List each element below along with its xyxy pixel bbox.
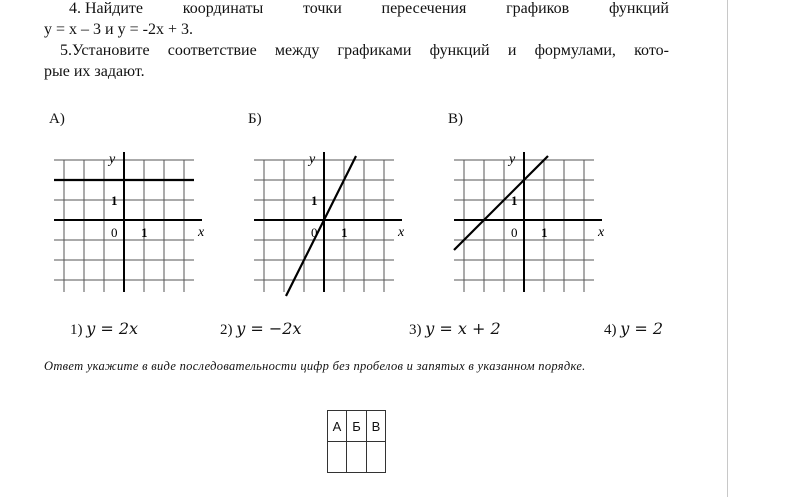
origin-label: 0 (311, 225, 318, 240)
option-4 (604, 320, 663, 339)
answer-cell-v[interactable] (367, 442, 386, 473)
answer-table-input-row (328, 442, 386, 473)
option-formula: y = x + 2 (425, 319, 501, 338)
answer-instruction: Ответ укажите в виде последовательности цифр без пробелов и запятых в указанном порядке. (44, 359, 586, 373)
graph-v (440, 125, 618, 300)
function-graph-line (454, 156, 548, 250)
task4-word: пересечения (381, 0, 467, 17)
task5-word: между (274, 42, 320, 59)
task4-word: графиков (506, 0, 570, 17)
y-axis-label: y (309, 152, 316, 167)
answer-header-v: В (367, 411, 386, 442)
x-axis-label: x (598, 225, 605, 240)
task5-word: и (507, 42, 517, 59)
y-axis-label: y (509, 152, 516, 167)
y-unit-label: 1 (311, 193, 318, 208)
x-unit-label: 1 (141, 225, 148, 240)
axes (254, 152, 402, 292)
task4-word: функций (608, 0, 669, 17)
task4-line2: y = x – 3 и y = -2x + 3. (44, 21, 193, 38)
option-formula: y = 2 (620, 319, 664, 338)
option-number: 1) (70, 322, 83, 338)
option-1 (70, 320, 138, 339)
option-2 (220, 320, 301, 339)
task5-line1 (44, 42, 669, 60)
y-unit-label: 1 (511, 193, 518, 208)
task5-word: соответствие (167, 42, 257, 59)
answer-cell-b[interactable] (347, 442, 367, 473)
origin-label: 0 (111, 225, 118, 240)
task4-word: координаты (182, 0, 264, 17)
editor-margin (728, 0, 792, 497)
option-3 (409, 320, 501, 339)
task5-word: функций (429, 42, 490, 59)
task4-word: точки (303, 0, 342, 17)
option-number: 3) (409, 322, 422, 338)
graph-a-label: А) (49, 111, 65, 127)
x-unit-label: 1 (341, 225, 348, 240)
task4-line1 (44, 0, 669, 18)
axes (54, 152, 202, 292)
task5-word: графиками (337, 42, 412, 59)
answer-header-a: А (328, 411, 347, 442)
option-number: 4) (604, 322, 617, 338)
task5-word: кото- (634, 42, 669, 59)
origin-label: 0 (511, 225, 518, 240)
task5-line2: рые их задают. (44, 63, 145, 80)
task5-word: 5.Установите (60, 42, 150, 59)
task5-word: формулами, (534, 42, 616, 59)
option-number: 2) (220, 322, 233, 338)
answer-cell-a[interactable] (328, 442, 347, 473)
option-formula: y = 2x (86, 319, 139, 338)
y-unit-label: 1 (111, 193, 118, 208)
task4-word: 4. Найдите (69, 0, 144, 17)
x-unit-label: 1 (541, 225, 548, 240)
graph-b-label: Б) (248, 111, 262, 127)
axes (454, 152, 602, 292)
graph-b (240, 125, 418, 300)
option-formula: y = −2x (236, 319, 302, 338)
x-axis-label: x (398, 225, 405, 240)
y-axis-label: y (109, 152, 116, 167)
answer-table (327, 410, 386, 473)
x-axis-label: x (198, 225, 205, 240)
answer-header-b: Б (347, 411, 367, 442)
graph-a (40, 125, 218, 300)
graph-v-label: В) (448, 111, 463, 127)
answer-table-header-row (328, 411, 386, 442)
